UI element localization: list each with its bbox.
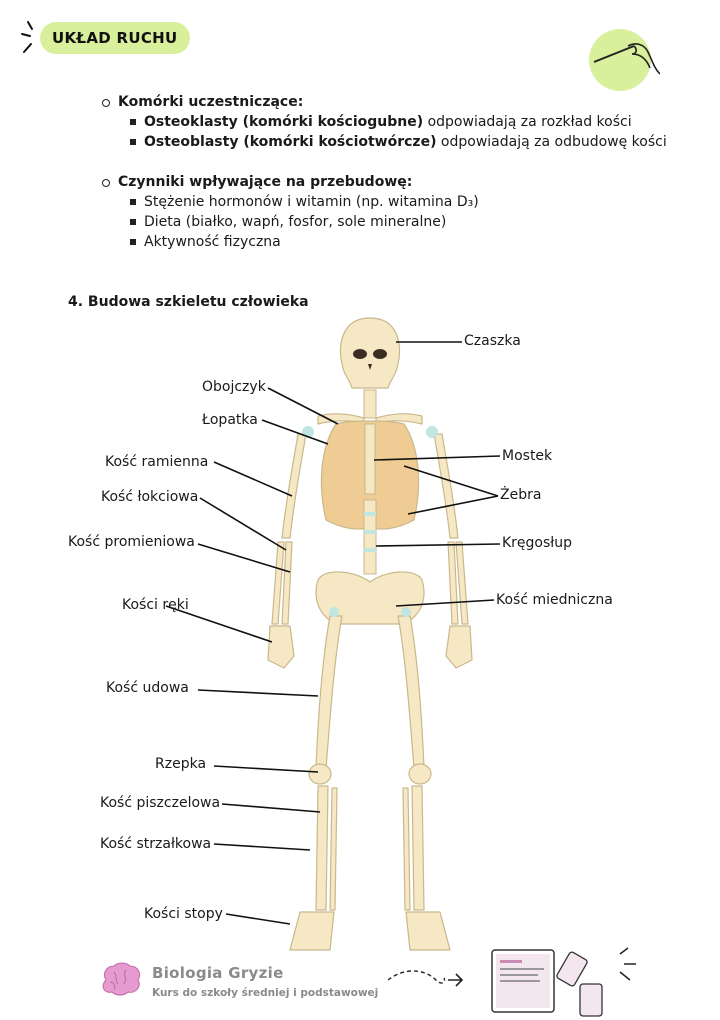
label-obojczyk: Obojczyk	[202, 379, 266, 395]
item-text: odpowiadają za odbudowę kości	[436, 134, 667, 150]
label-lopatka: Łopatka	[202, 412, 258, 428]
item-text: Dieta (białko, wapń, fosfor, sole mineralne)	[144, 214, 447, 230]
list-item	[100, 192, 667, 212]
list-item	[100, 132, 667, 152]
burst-decoration-icon	[18, 20, 40, 56]
group-2-title: Czynniki wpływające na przebudowę:	[100, 172, 667, 192]
writing-hand-icon	[588, 28, 660, 100]
item-text: Aktywność fizyczna	[144, 234, 281, 250]
label-kosci-reki: Kości ręki	[122, 597, 189, 613]
label-kosc-udowa: Kość udowa	[106, 680, 189, 696]
brand-name: Biologia Gryzie	[152, 964, 284, 982]
label-czaszka: Czaszka	[464, 333, 521, 349]
label-mostek: Mostek	[502, 448, 553, 464]
list-item	[100, 232, 667, 252]
skeleton-illustration	[0, 300, 720, 960]
label-kosc-ramienna: Kość ramienna	[105, 454, 209, 470]
devices-illustration	[490, 944, 640, 1020]
group-1-title: Komórki uczestniczące:	[100, 92, 667, 112]
label-kosc-miedniczna: Kość miedniczna	[496, 592, 613, 608]
group-2	[100, 172, 667, 252]
label-rzepka: Rzepka	[155, 756, 207, 772]
brand-subtitle: Kurs do szkoły średniej i podstawowej	[152, 987, 379, 999]
section-badge	[40, 22, 190, 54]
curved-arrow-icon	[386, 966, 466, 994]
brain-logo-icon	[100, 962, 142, 996]
label-kosc-piszczelowa: Kość piszczelowa	[100, 795, 221, 811]
label-kosc-promieniowa: Kość promieniowa	[68, 534, 195, 550]
label-kosci-stopy: Kości stopy	[144, 906, 223, 922]
bullet-lists	[100, 92, 667, 252]
section-badge-text: UKŁAD RUCHU	[52, 29, 178, 47]
item-text: odpowiadają za rozkład kości	[423, 114, 632, 130]
label-kosc-strzalkowa: Kość strzałkowa	[100, 836, 212, 852]
list-item	[100, 212, 667, 232]
item-text: Stężenie hormonów i witamin (np. witamina D₃)	[144, 194, 479, 210]
section-title: 4. Budowa szkieletu człowieka	[68, 294, 309, 310]
group-1	[100, 92, 667, 152]
label-kosc-lokciowa: Kość łokciowa	[101, 489, 199, 505]
item-bold: Osteoklasty (komórki kościogubne)	[144, 114, 424, 130]
label-zebra: Żebra	[500, 487, 542, 503]
list-item	[100, 112, 667, 132]
item-bold: Osteoblasty (komórki kościotwórcze)	[144, 134, 437, 150]
label-kregoslup: Kręgosłup	[502, 535, 573, 551]
